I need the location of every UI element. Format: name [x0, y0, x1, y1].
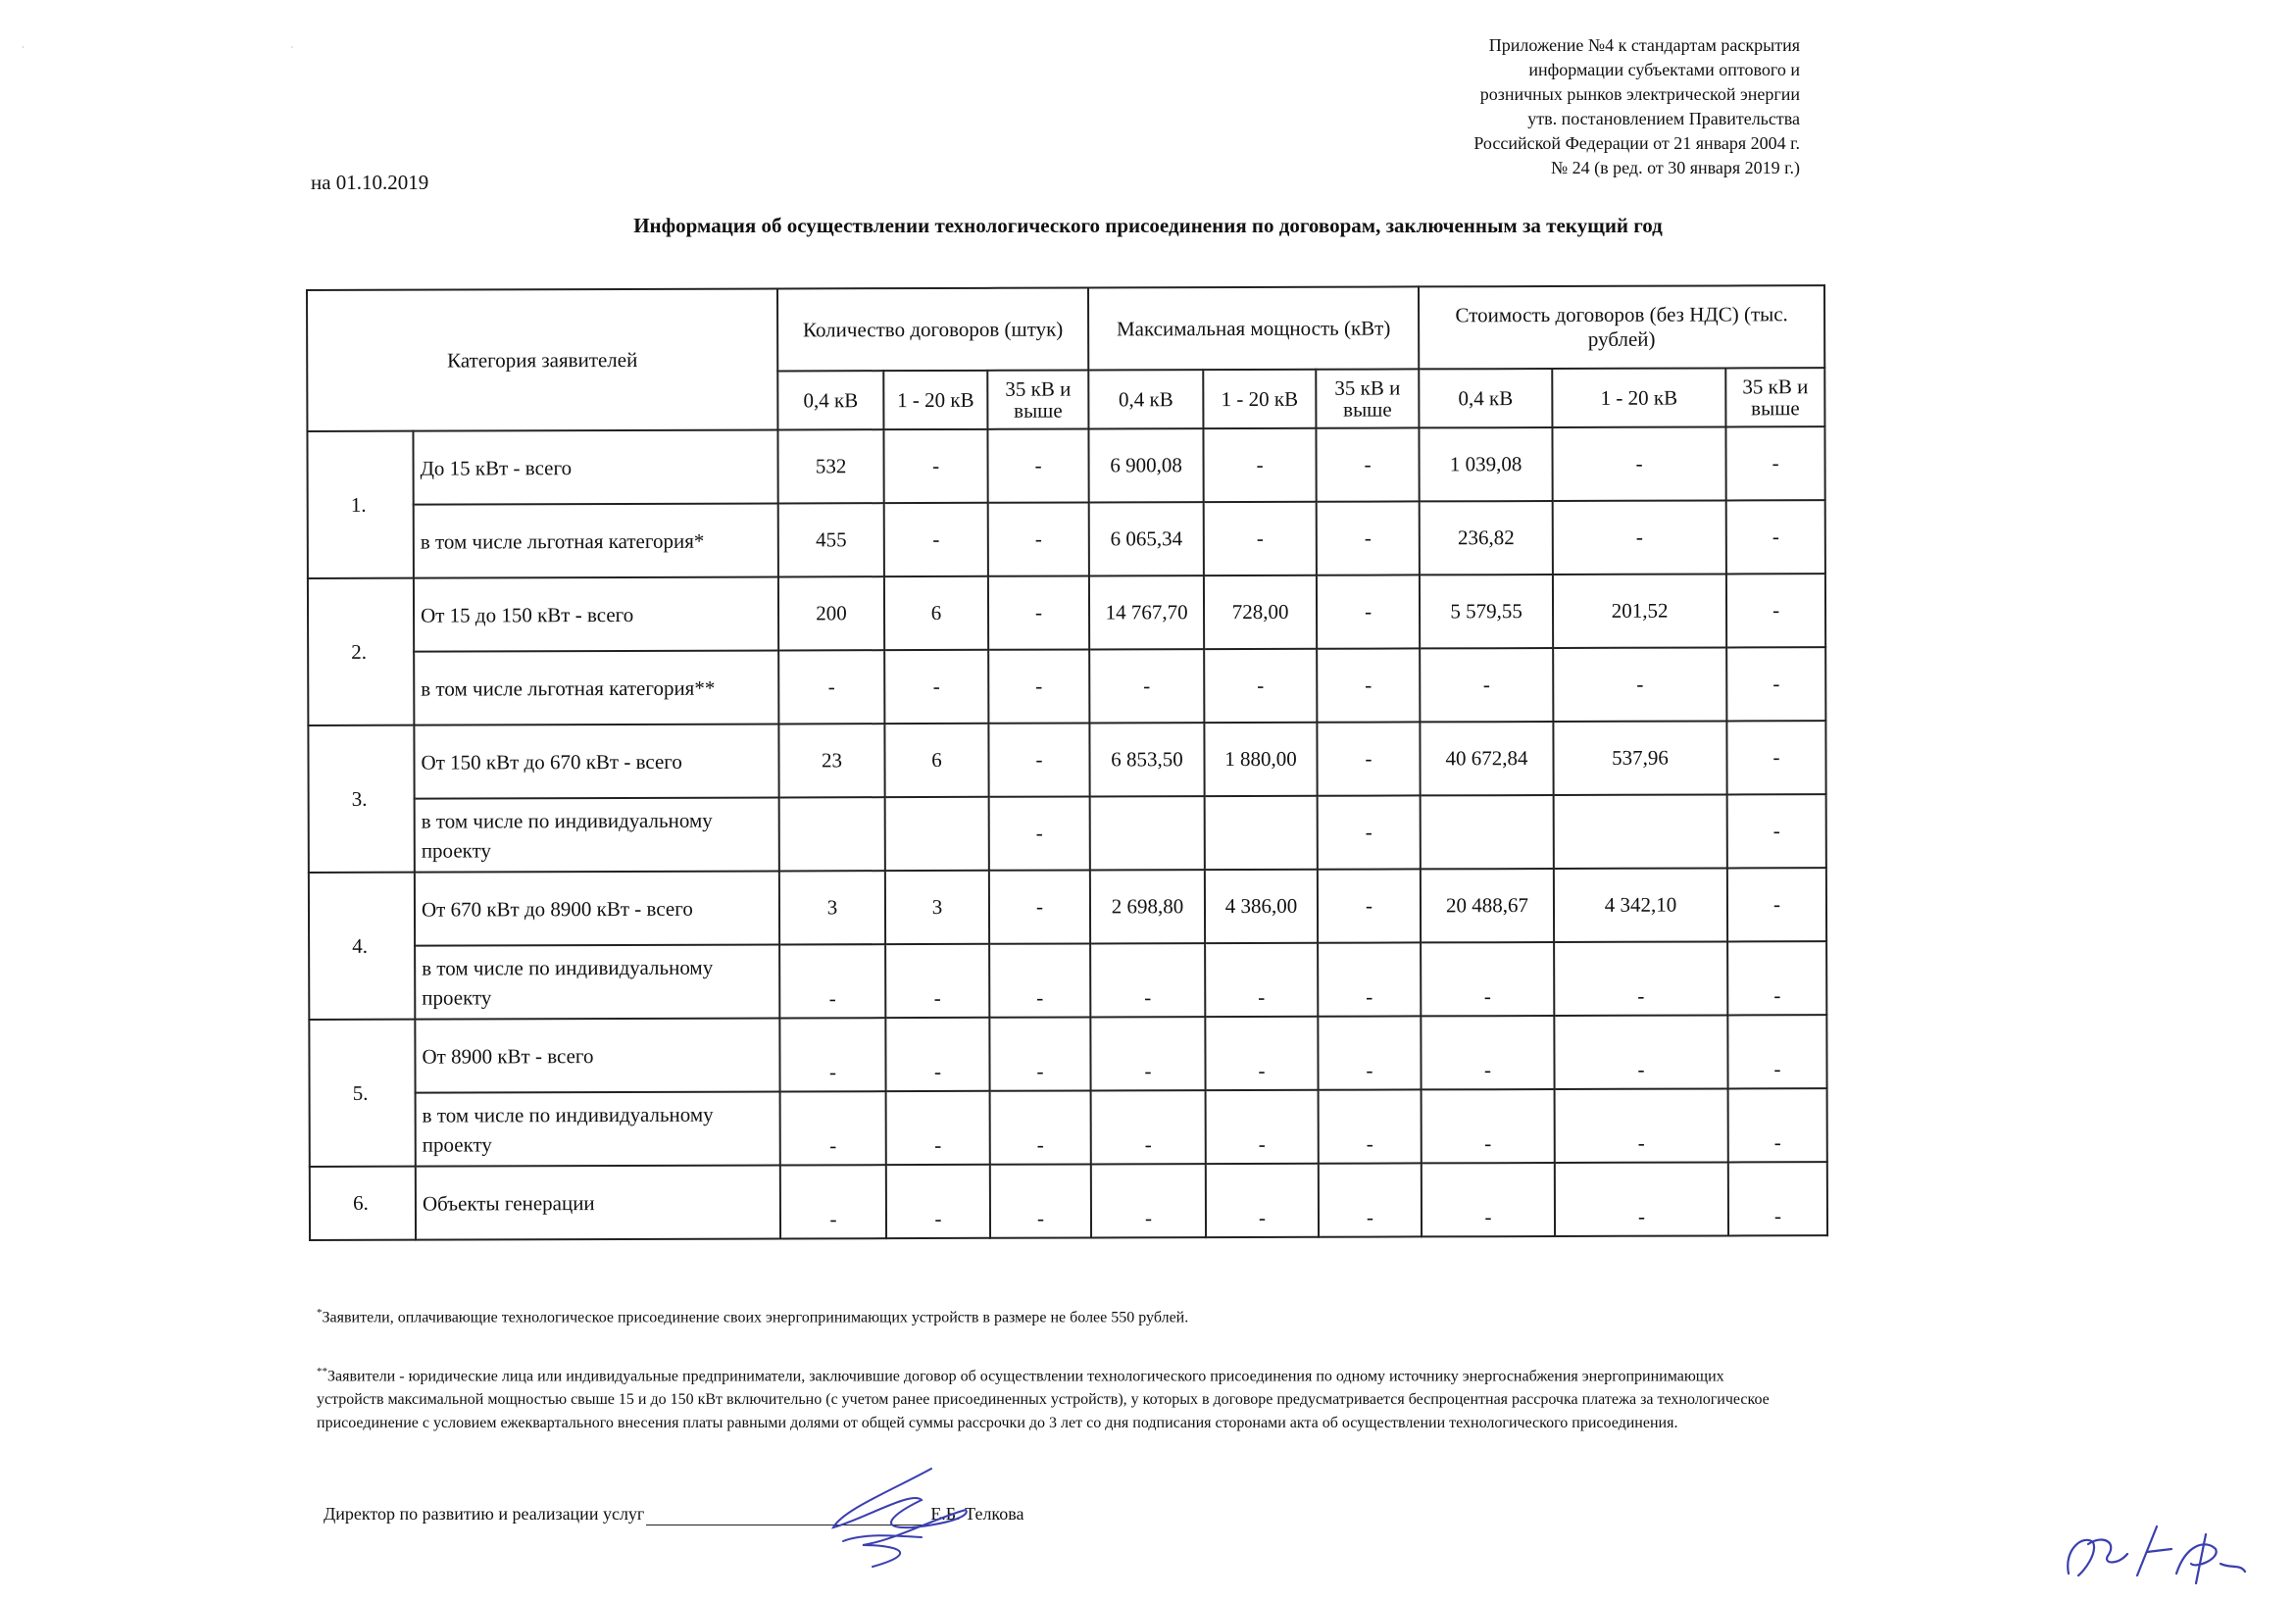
row-number: 2.	[308, 578, 414, 725]
table-cell: -	[1554, 1015, 1727, 1089]
table-row	[310, 1088, 1827, 1167]
table-cell: -	[1555, 1162, 1728, 1236]
table-cell: -	[1090, 943, 1205, 1017]
table-cell: -	[989, 943, 1090, 1017]
subheader-0-4kv: 0,4 кВ	[1419, 369, 1552, 427]
table-cell: 2 698,80	[1090, 870, 1205, 943]
table-cell: -	[1206, 1090, 1319, 1164]
table-cell: -	[989, 796, 1090, 870]
row-label: От 15 до 150 кВт - всего	[414, 576, 778, 651]
subheader-1-20kv: 1 - 20 кВ	[1552, 368, 1725, 427]
table-cell: -	[987, 428, 1088, 502]
table-cell: -	[1205, 943, 1318, 1017]
table-cell: 23	[778, 724, 884, 797]
table-cell: -	[1203, 428, 1316, 502]
row-label: Объекты генерации	[416, 1165, 780, 1239]
table-cell: -	[1422, 1163, 1555, 1236]
subheader-35kv: 35 кВ и выше	[987, 370, 1088, 428]
subheader-1-20kv: 1 - 20 кВ	[883, 371, 987, 429]
row-label: От 150 кВт до 670 кВт - всего	[414, 724, 778, 798]
subheader-0-4kv: 0,4 кВ	[1088, 370, 1203, 428]
table-cell: -	[1421, 942, 1554, 1016]
row-label: От 670 кВт до 8900 кВт - всего	[415, 871, 779, 945]
table-cell	[779, 797, 885, 871]
table-cell: -	[1318, 942, 1421, 1016]
table-row	[307, 426, 1824, 505]
table-row	[308, 647, 1825, 725]
table-cell: -	[1728, 1088, 1827, 1162]
page-title: Информация об осуществлении технологического присоединения по договорам, заключенным за текущий год	[633, 214, 1663, 237]
table-cell: -	[1319, 1089, 1422, 1163]
table-cell: -	[1421, 1016, 1554, 1089]
table-cell: -	[1318, 1016, 1421, 1089]
group-header-power: Максимальная мощность (кВт)	[1088, 286, 1419, 370]
row-number: 4.	[309, 873, 415, 1020]
subheader-35kv: 35 кВ и выше	[1316, 369, 1419, 427]
row-label: От 8900 кВт - всего	[415, 1018, 779, 1092]
table-cell: 532	[777, 429, 883, 503]
footnote-1	[317, 1307, 1188, 1326]
category-header: Категория заявителей	[307, 288, 777, 431]
table-cell: 6	[884, 724, 988, 797]
table-cell: -	[990, 1090, 1091, 1164]
table-cell: -	[1726, 574, 1825, 647]
report-date: на 01.10.2019	[311, 171, 429, 194]
table-cell: -	[884, 650, 988, 724]
footnote-marker: *	[317, 1307, 323, 1319]
table-cell	[1205, 796, 1318, 870]
group-header-contracts: Количество договоров (штук)	[777, 287, 1088, 371]
table-cell: -	[1725, 426, 1824, 500]
table-cell: 6 853,50	[1089, 723, 1204, 796]
table-cell	[1554, 794, 1727, 869]
row-label: в том числе льготная категория*	[414, 503, 778, 577]
table-cell: -	[989, 870, 1090, 943]
subheader-1-20kv: 1 - 20 кВ	[1203, 370, 1316, 428]
row-label: в том числе по индивидуальному проекту	[415, 797, 779, 872]
footnote-2	[317, 1360, 1787, 1435]
table-cell: 537,96	[1553, 721, 1726, 795]
table-cell: -	[780, 1165, 886, 1238]
row-label: в том числе по индивидуальному проекту	[415, 944, 779, 1019]
table-cell: -	[780, 1091, 886, 1165]
row-label: До 15 кВт - всего	[413, 429, 777, 504]
table-cell: -	[1319, 1163, 1422, 1236]
table-cell: -	[1727, 868, 1826, 941]
table-cell: -	[1317, 501, 1420, 575]
table-cell: 3	[779, 871, 885, 944]
table-header-row	[307, 285, 1824, 373]
table-body	[307, 426, 1827, 1240]
table-cell: -	[1554, 941, 1727, 1016]
table-cell: -	[1316, 427, 1419, 501]
table-cell: -	[779, 1018, 885, 1091]
table-cell: -	[1091, 1090, 1206, 1164]
table-cell: -	[884, 503, 988, 576]
scan-specks: · ·	[22, 43, 294, 52]
table-cell: 6	[884, 576, 988, 650]
table-row	[309, 941, 1826, 1020]
table-cell: -	[1553, 647, 1726, 722]
table-cell: 728,00	[1204, 575, 1317, 649]
table-cell: -	[1726, 647, 1825, 721]
table-row	[308, 574, 1825, 652]
table-cell: -	[988, 649, 1089, 723]
table-cell: 1 880,00	[1204, 723, 1317, 796]
table-cell: -	[1555, 1088, 1728, 1163]
table-cell: -	[1726, 500, 1825, 574]
table-cell: 14 767,70	[1089, 575, 1204, 649]
signatory-name: Е.Б. Телкова	[930, 1504, 1024, 1524]
table-cell: 455	[778, 503, 884, 576]
table-row	[309, 794, 1826, 873]
table-row	[308, 500, 1825, 578]
table-cell: -	[1206, 1164, 1319, 1237]
handwritten-signature	[804, 1451, 1000, 1578]
appendix-line: Приложение №4 к стандартам раскрытия	[1488, 35, 1800, 55]
table-cell: 5 579,55	[1420, 575, 1553, 648]
table-cell: 201,52	[1553, 574, 1726, 648]
table-cell: -	[1090, 1017, 1205, 1090]
table-cell: -	[886, 1165, 990, 1238]
table-cell: -	[1205, 1017, 1318, 1090]
table-cell: -	[1318, 869, 1421, 942]
table-cell: 1 039,08	[1419, 427, 1552, 501]
table-cell: -	[885, 1018, 989, 1091]
table-cell: -	[1204, 502, 1317, 575]
table-cell: -	[1204, 649, 1317, 723]
row-label: в том числе по индивидуальному проекту	[416, 1091, 780, 1166]
appendix-line: информации субъектами оптового и	[1528, 60, 1800, 79]
table-cell: 3	[885, 871, 989, 944]
table-cell: 200	[778, 576, 884, 650]
appendix-line: утв. постановлением Правительства	[1527, 109, 1800, 128]
signatory-position: Директор по развитию и реализации услуг	[324, 1504, 645, 1524]
table-cell: -	[1089, 649, 1204, 723]
table-cell: -	[1728, 1162, 1827, 1235]
table-cell: 40 672,84	[1420, 722, 1553, 795]
table-row	[310, 1162, 1827, 1240]
table-row	[308, 721, 1825, 799]
table-row	[309, 1015, 1826, 1093]
table-cell: -	[988, 575, 1089, 649]
table-cell: -	[1317, 648, 1420, 722]
table-cell: 6 065,34	[1089, 502, 1204, 575]
appendix-line: Российской Федерации от 21 января 2004 г.	[1473, 133, 1800, 153]
subheader-0-4kv: 0,4 кВ	[777, 371, 883, 429]
table-cell: 4 342,10	[1554, 868, 1727, 942]
table-cell: -	[886, 1091, 990, 1165]
table-cell: -	[1552, 426, 1725, 501]
table-cell: 236,82	[1420, 501, 1553, 575]
row-number: 6.	[310, 1167, 416, 1240]
table-cell: -	[988, 723, 1089, 796]
appendix-reference	[1212, 33, 1800, 180]
table-cell: -	[988, 502, 1089, 575]
appendix-line: № 24 (в ред. от 30 января 2019 г.)	[1551, 158, 1800, 177]
table-cell: -	[1422, 1089, 1555, 1163]
table-cell: -	[989, 1017, 1090, 1090]
table-cell: -	[1318, 795, 1421, 869]
table-cell: -	[1317, 575, 1420, 648]
table-cell	[885, 797, 989, 871]
table-cell: -	[1553, 500, 1726, 575]
footnote-marker: **	[317, 1366, 327, 1377]
table-cell: -	[1727, 1015, 1826, 1088]
table-cell: 4 386,00	[1205, 870, 1318, 943]
row-number: 1.	[307, 431, 413, 578]
table-cell: -	[1091, 1164, 1206, 1237]
table-cell: -	[885, 944, 989, 1018]
table-cell: -	[779, 944, 885, 1018]
connections-table	[306, 284, 1828, 1241]
footnote-text: Заявители - юридические лица или индивидуальные предприниматели, заключившие договор об осуществлении технологического присоединения по одному источнику энергоснабжения энергопринимающих устройств максимальной мощностью свыше 15 и до 150 кВт включительно (с учетом ранее присоединенных устройств), у которых в договоре предусматривается беспроцентная рассрочка платежа за технологическое присоединение с условием ежеквартального внесения платы равными долями от общей суммы рассрочки до 3 лет со дня подписания сторонами акта об осуществлении технологического присоединения.	[317, 1368, 1770, 1432]
row-number: 3.	[308, 725, 414, 873]
table-cell: -	[990, 1164, 1091, 1237]
subheader-35kv: 35 кВ и выше	[1725, 368, 1824, 426]
appendix-line: розничных рынков электрической энергии	[1479, 84, 1800, 104]
table-cell: -	[1420, 648, 1553, 722]
table-cell: -	[778, 650, 884, 724]
row-label: в том числе льготная категория**	[414, 650, 778, 725]
table-cell	[1421, 795, 1554, 869]
table-cell	[1090, 796, 1205, 870]
group-header-cost: Стоимость договоров (без НДС) (тыс. рублей)	[1419, 285, 1824, 369]
row-number: 5.	[309, 1020, 415, 1167]
table-cell: -	[883, 429, 987, 503]
table-cell: 20 488,67	[1421, 869, 1554, 942]
footnote-text: Заявители, оплачивающие технологическое присоединение своих энергопринимающих устройств в размере не более 550 рублей.	[322, 1309, 1189, 1326]
table-cell: -	[1317, 722, 1420, 795]
table-cell: -	[1726, 721, 1825, 794]
table-cell: -	[1727, 794, 1826, 868]
table-cell: -	[1727, 941, 1826, 1015]
table-cell: 6 900,08	[1088, 428, 1203, 502]
table-row	[309, 868, 1826, 946]
initials-mark	[2049, 1515, 2255, 1593]
